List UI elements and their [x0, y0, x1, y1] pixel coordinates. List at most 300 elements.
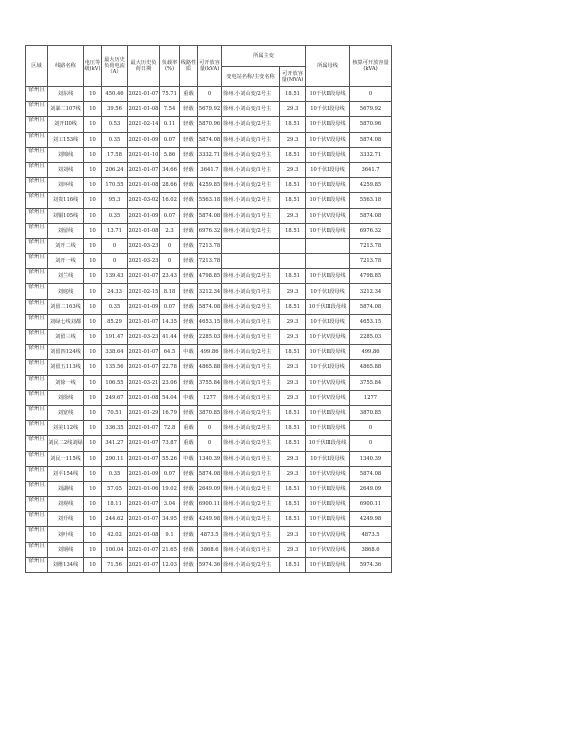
cell-load-rate: 0.07 [160, 466, 180, 481]
cell-substation-capacity: 29.3 [280, 102, 306, 117]
table-row [26, 330, 392, 345]
cell-voltage: 10 [84, 497, 102, 512]
cell-line-nature: 中载 [180, 451, 198, 466]
cell-max-date: 2021-01-09 [128, 466, 160, 481]
cell-verified-capacity: 5974.36 [350, 557, 392, 572]
cell-line-nature: 轻载 [180, 269, 198, 284]
cell-max-current: 95.3 [102, 193, 128, 208]
cell-line-nature: 轻载 [180, 102, 198, 117]
cell-load-rate: 55.26 [160, 451, 180, 466]
cell-max-current: 135.56 [102, 360, 128, 375]
cell-line-nature: 轻载 [180, 330, 198, 345]
cell-max-current: 249.67 [102, 390, 128, 405]
cell-load-rate: 41.44 [160, 330, 180, 345]
cell-line-nature: 轻载 [180, 542, 198, 557]
cell-substation-capacity: 29.3 [280, 466, 306, 481]
cell-substation-capacity: 18.51 [280, 421, 306, 436]
cell-max-current: 17.58 [102, 147, 128, 162]
cell-verified-capacity: 4653.15 [350, 314, 392, 329]
cell-max-current: 106.55 [102, 375, 128, 390]
cell-open-capacity: 1340.39 [198, 451, 222, 466]
cell-substation-capacity: 18.51 [280, 147, 306, 162]
cell-load-rate: 16.79 [160, 405, 180, 420]
cell-line-nature: 轻载 [180, 254, 198, 269]
cell-bus: 10千伏Ⅰ段母线 [306, 451, 350, 466]
cell-max-date: 2021-01-08 [128, 102, 160, 117]
cell-voltage: 10 [84, 87, 102, 102]
cell-verified-capacity: 1277 [350, 390, 392, 405]
cell-substation-name: 徐州.小刘山变/1号主 [222, 208, 280, 223]
cell-voltage: 10 [84, 451, 102, 466]
cell-substation-capacity: 29.3 [280, 360, 306, 375]
cell-substation-name [222, 238, 280, 253]
cell-verified-capacity: 5874.08 [350, 132, 392, 147]
cell-substation-name: 徐州.小刘山变/2号主 [222, 405, 280, 420]
cell-voltage: 10 [84, 542, 102, 557]
cell-verified-capacity: 5563.18 [350, 193, 392, 208]
cell-max-date: 2021-03-02 [128, 193, 160, 208]
cell-max-current: 450.46 [102, 87, 128, 102]
cell-line-nature: 中载 [180, 390, 198, 405]
cell-max-current: 85.29 [102, 314, 128, 329]
cell-substation-capacity: 18.51 [280, 178, 306, 193]
cell-load-rate: 9.1 [160, 527, 180, 542]
cell-line-name: 刘徐一线 [48, 375, 84, 390]
cell-bus: 10千伏Ⅴ段母线 [306, 375, 350, 390]
cell-region: 徐州且 [26, 178, 48, 193]
cell-max-date: 2021-01-07 [128, 360, 160, 375]
cell-bus [306, 254, 350, 269]
cell-substation-name: 徐州.小刘山变/2号主 [222, 436, 280, 451]
cell-open-capacity: 5870.96 [198, 117, 222, 132]
cell-verified-capacity: 0 [350, 87, 392, 102]
cell-max-date: 2021-02-15 [128, 284, 160, 299]
cell-verified-capacity: 0 [350, 421, 392, 436]
cell-line-name: 刘留三线 [48, 330, 84, 345]
cell-load-rate: 12.03 [160, 557, 180, 572]
cell-open-capacity: 3641.7 [198, 162, 222, 177]
cell-bus: 10千伏Ⅴ段母线 [306, 527, 350, 542]
cell-region: 徐州且 [26, 330, 48, 345]
cell-max-current: 336.35 [102, 421, 128, 436]
cell-load-rate: 0 [160, 238, 180, 253]
cell-max-current: 39.56 [102, 102, 128, 117]
cell-voltage: 10 [84, 208, 102, 223]
cell-substation-name: 徐州.小刘山变/1号主 [222, 451, 280, 466]
cell-region: 徐州且 [26, 269, 48, 284]
cell-line-name: 刘留二163线 [48, 299, 84, 314]
cell-verified-capacity: 7213.78 [350, 238, 392, 253]
cell-line-name: 刘维134线 [48, 557, 84, 572]
cell-bus: 10千伏Ⅴ段母线 [306, 466, 350, 481]
table-row [26, 162, 392, 177]
cell-substation-name: 徐州.小刘山变/1号主 [222, 375, 280, 390]
table-row [26, 542, 392, 557]
cell-max-date: 2021-01-07 [128, 497, 160, 512]
cell-region: 徐州且 [26, 360, 48, 375]
cell-region: 徐州且 [26, 102, 48, 117]
cell-max-current: 0.53 [102, 117, 128, 132]
cell-max-current: 341.27 [102, 436, 128, 451]
cell-substation-name: 徐州.小刘山变/2号主 [222, 269, 280, 284]
cell-verified-capacity: 5874.08 [350, 208, 392, 223]
cell-substation-name: 徐州.小刘山变/2号主 [222, 193, 280, 208]
cell-substation-name: 徐州.小刘山变/2号主 [222, 147, 280, 162]
cell-bus: 10千伏Ⅴ段母线 [306, 542, 350, 557]
cell-substation-capacity: 18.51 [280, 436, 306, 451]
cell-load-rate: 23.06 [160, 375, 180, 390]
table-row [26, 527, 392, 542]
cell-load-rate: 16.02 [160, 193, 180, 208]
cell-region: 徐州且 [26, 527, 48, 542]
cell-open-capacity: 0 [198, 421, 222, 436]
cell-verified-capacity: 3332.71 [350, 147, 392, 162]
cell-verified-capacity: 5874.08 [350, 466, 392, 481]
cell-voltage: 10 [84, 405, 102, 420]
cell-line-name: 刘民一115线 [48, 451, 84, 466]
cell-open-capacity: 5679.92 [198, 102, 222, 117]
table-row [26, 451, 392, 466]
cell-line-nature: 轻载 [180, 117, 198, 132]
cell-voltage: 10 [84, 314, 102, 329]
cell-region: 徐州且 [26, 375, 48, 390]
cell-region: 徐州且 [26, 421, 48, 436]
cell-voltage: 10 [84, 284, 102, 299]
cell-max-current: 71.56 [102, 557, 128, 572]
cell-verified-capacity: 0 [350, 436, 392, 451]
cell-max-current: 0.35 [102, 132, 128, 147]
cell-substation-name: 徐州.小刘山变/1号主 [222, 284, 280, 299]
cell-max-date: 2021-01-07 [128, 557, 160, 572]
cell-open-capacity: 499.86 [198, 345, 222, 360]
cell-bus: 10千伏Ⅱ段母线 [306, 223, 350, 238]
cell-line-name: 刘叶线 [48, 527, 84, 542]
cell-substation-name: 徐州.小刘山变/2号主 [222, 557, 280, 572]
cell-voltage: 10 [84, 512, 102, 527]
cell-load-rate: 7.54 [160, 102, 180, 117]
cell-verified-capacity: 2649.09 [350, 481, 392, 496]
cell-substation-capacity: 29.3 [280, 542, 306, 557]
cell-substation-capacity: 18.51 [280, 117, 306, 132]
table-row [26, 208, 392, 223]
cell-verified-capacity: 3870.85 [350, 405, 392, 420]
cell-bus: 10千伏Ⅱ段母线 [306, 421, 350, 436]
cell-substation-name: 徐州.小刘山变/1号主 [222, 542, 280, 557]
cell-substation-capacity: 18.51 [280, 512, 306, 527]
cell-open-capacity: 4865.88 [198, 360, 222, 375]
cell-voltage: 10 [84, 330, 102, 345]
cell-line-nature: 轻载 [180, 512, 198, 527]
cell-max-current: 24.33 [102, 284, 128, 299]
cell-substation-name: 徐州.小刘山变/2号主 [222, 223, 280, 238]
cell-max-date: 2021-02-14 [128, 117, 160, 132]
cell-verified-capacity: 4249.98 [350, 512, 392, 527]
cell-line-nature: 轻载 [180, 178, 198, 193]
cell-voltage: 10 [84, 102, 102, 117]
cell-line-nature: 轻载 [180, 208, 198, 223]
cell-substation-capacity: 29.3 [280, 527, 306, 542]
cell-open-capacity: 3212.34 [198, 284, 222, 299]
cell-bus: 10千伏Ⅴ段母线 [306, 132, 350, 147]
cell-load-rate: 2.3 [160, 223, 180, 238]
cell-region: 徐州且 [26, 481, 48, 496]
header-open-capacity: 可开放容量(kVA) [198, 46, 222, 87]
cell-open-capacity: 7213.78 [198, 254, 222, 269]
cell-voltage: 10 [84, 193, 102, 208]
cell-open-capacity: 5563.18 [198, 193, 222, 208]
cell-region: 徐州且 [26, 87, 48, 102]
cell-load-rate: 64.5 [160, 345, 180, 360]
cell-load-rate: 14.35 [160, 314, 180, 329]
cell-voltage: 10 [84, 421, 102, 436]
cell-line-name: 刘工153线 [48, 132, 84, 147]
cell-substation-name: 徐州.小刘山变/1号主 [222, 360, 280, 375]
table-row [26, 557, 392, 572]
table-row [26, 405, 392, 420]
cell-open-capacity: 5974.36 [198, 557, 222, 572]
cell-max-date: 2021-01-07 [128, 436, 160, 451]
cell-line-nature: 轻载 [180, 238, 198, 253]
cell-load-rate: 34.95 [160, 512, 180, 527]
cell-open-capacity: 5874.08 [198, 299, 222, 314]
cell-voltage: 10 [84, 162, 102, 177]
cell-voltage: 10 [84, 147, 102, 162]
cell-line-name: 刘留线 [48, 223, 84, 238]
cell-line-nature: 轻载 [180, 299, 198, 314]
cell-open-capacity: 4873.5 [198, 527, 222, 542]
cell-verified-capacity: 7213.78 [350, 254, 392, 269]
cell-line-name: 刘庭线 [48, 284, 84, 299]
table-row [26, 238, 392, 253]
cell-bus: 10千伏Ⅱ段母线 [306, 117, 350, 132]
cell-load-rate: 73.87 [160, 436, 180, 451]
cell-max-date: 2021-01-07 [128, 421, 160, 436]
cell-region: 徐州且 [26, 451, 48, 466]
cell-max-current: 0 [102, 238, 128, 253]
cell-line-nature: 轻载 [180, 193, 198, 208]
cell-substation-name: 徐州.小刘山变/2号主 [222, 117, 280, 132]
cell-max-date: 2021-01-06 [128, 481, 160, 496]
cell-region: 徐州且 [26, 254, 48, 269]
cell-max-date: 2021-03-23 [128, 254, 160, 269]
cell-voltage: 10 [84, 360, 102, 375]
cell-load-rate: 72.8 [160, 421, 180, 436]
cell-verified-capacity: 4865.88 [350, 360, 392, 375]
cell-region: 徐州且 [26, 314, 48, 329]
cell-open-capacity: 4798.85 [198, 269, 222, 284]
cell-bus: 10千伏Ⅱ段母线 [306, 178, 350, 193]
cell-max-date: 2021-01-10 [128, 147, 160, 162]
cell-line-nature: 重载 [180, 436, 198, 451]
cell-load-rate: 3.04 [160, 497, 180, 512]
cell-verified-capacity: 3868.6 [350, 542, 392, 557]
cell-substation-capacity [280, 238, 306, 253]
cell-max-current: 191.47 [102, 330, 128, 345]
table-row [26, 360, 392, 375]
cell-max-date: 2021-01-07 [128, 542, 160, 557]
capacity-table [25, 45, 392, 573]
cell-substation-capacity: 18.51 [280, 481, 306, 496]
cell-line-name: 刘暴二107线 [48, 102, 84, 117]
cell-substation-name: 徐州.小刘山变/2号主 [222, 87, 280, 102]
cell-line-nature: 轻载 [180, 314, 198, 329]
cell-substation-capacity: 29.3 [280, 314, 306, 329]
cell-load-rate: 34.66 [160, 162, 180, 177]
cell-open-capacity: 6900.11 [198, 497, 222, 512]
cell-substation-name: 徐州.小刘山变/2号主 [222, 497, 280, 512]
cell-substation-name: 徐州.小刘山变/1号主 [222, 162, 280, 177]
table-row [26, 497, 392, 512]
table-row [26, 284, 392, 299]
header-region: 区域 [26, 46, 48, 87]
cell-max-current: 57.05 [102, 481, 128, 496]
cell-max-current: 0.35 [102, 466, 128, 481]
cell-line-nature: 轻载 [180, 466, 198, 481]
cell-open-capacity: 3868.6 [198, 542, 222, 557]
cell-max-date: 2021-01-07 [128, 451, 160, 466]
cell-line-nature: 轻载 [180, 497, 198, 512]
cell-verified-capacity: 6976.32 [350, 223, 392, 238]
cell-max-date: 2021-01-07 [128, 345, 160, 360]
cell-line-name: 刘东线 [48, 87, 84, 102]
cell-region: 徐州且 [26, 193, 48, 208]
cell-substation-name: 徐州.小刘山变/2号主 [222, 178, 280, 193]
cell-line-nature: 轻载 [180, 162, 198, 177]
cell-load-rate: 0.07 [160, 299, 180, 314]
cell-open-capacity: 6976.32 [198, 223, 222, 238]
table-row [26, 466, 392, 481]
cell-bus: 10千伏Ⅱ段母线 [306, 193, 350, 208]
table-row [26, 223, 392, 238]
cell-line-name: 刘美112线 [48, 421, 84, 436]
cell-max-date: 2021-01-08 [128, 223, 160, 238]
cell-substation-capacity: 18.51 [280, 269, 306, 284]
cell-bus: 10千伏Ⅱ段母线 [306, 481, 350, 496]
cell-line-name: 刘观线 [48, 497, 84, 512]
cell-substation-capacity: 29.3 [280, 284, 306, 299]
table-row [26, 436, 392, 451]
cell-substation-name: 徐州.小刘山变/1号主 [222, 527, 280, 542]
cell-bus: 10千伏Ⅱ段母线 [306, 147, 350, 162]
cell-open-capacity: 5874.08 [198, 208, 222, 223]
cell-open-capacity: 4249.98 [198, 512, 222, 527]
cell-region: 徐州且 [26, 238, 48, 253]
cell-open-capacity: 3332.71 [198, 147, 222, 162]
cell-max-current: 0.35 [102, 208, 128, 223]
cell-substation-capacity: 18.51 [280, 87, 306, 102]
cell-max-current: 338.64 [102, 345, 128, 360]
cell-bus: 10千伏Ⅰ段母线 [306, 102, 350, 117]
cell-substation-capacity: 29.3 [280, 451, 306, 466]
cell-max-date: 2021-01-07 [128, 87, 160, 102]
cell-max-current: 206.24 [102, 162, 128, 177]
cell-max-date: 2021-03-23 [128, 330, 160, 345]
cell-substation-name: 徐州.小刘山变/1号主 [222, 102, 280, 117]
cell-bus: 10千伏Ⅰ段母线 [306, 162, 350, 177]
table-row [26, 481, 392, 496]
cell-bus: 10千伏Ⅱ段母线 [306, 512, 350, 527]
cell-substation-name: 徐州.小刘山变/1号主 [222, 132, 280, 147]
cell-load-rate: 0.07 [160, 132, 180, 147]
cell-open-capacity: 5874.08 [198, 132, 222, 147]
cell-max-date: 2021-01-09 [128, 299, 160, 314]
cell-substation-capacity: 18.51 [280, 193, 306, 208]
cell-max-current: 170.55 [102, 178, 128, 193]
header-voltage: 电压等级(kV) [84, 46, 102, 87]
cell-region: 徐州且 [26, 390, 48, 405]
cell-load-rate: 21.65 [160, 542, 180, 557]
cell-line-nature: 重载 [180, 421, 198, 436]
header-line-name: 线路名称 [48, 46, 84, 87]
cell-max-date: 2021-03-21 [128, 375, 160, 390]
header-bus: 所属母线 [306, 46, 350, 87]
cell-line-nature: 轻载 [180, 481, 198, 496]
cell-load-rate: 75.71 [160, 87, 180, 102]
table-row [26, 117, 392, 132]
cell-open-capacity: 0 [198, 436, 222, 451]
cell-line-nature: 轻载 [180, 360, 198, 375]
cell-max-date: 2021-01-07 [128, 162, 160, 177]
cell-load-rate: 54.04 [160, 390, 180, 405]
table-row [26, 147, 392, 162]
cell-substation-name: 徐州.小刘山变/1号主 [222, 330, 280, 345]
cell-region: 徐州且 [26, 512, 48, 527]
header-load-rate: 负载率(%) [160, 46, 180, 87]
cell-substation-name: 徐州.小刘山变/2号主 [222, 481, 280, 496]
cell-substation-capacity: 18.51 [280, 557, 306, 572]
cell-voltage: 10 [84, 132, 102, 147]
cell-open-capacity: 0 [198, 87, 222, 102]
cell-substation-capacity: 29.3 [280, 208, 306, 223]
cell-substation-name: 徐州.小刘山变/2号主 [222, 299, 280, 314]
cell-line-name: 刘湖线 [48, 481, 84, 496]
cell-max-current: 0 [102, 254, 128, 269]
cell-substation-capacity: 18.51 [280, 405, 306, 420]
cell-voltage: 10 [84, 238, 102, 253]
cell-voltage: 10 [84, 117, 102, 132]
cell-max-date: 2021-01-29 [128, 405, 160, 420]
cell-voltage: 10 [84, 178, 102, 193]
cell-verified-capacity: 6900.11 [350, 497, 392, 512]
cell-bus: 10千伏Ⅱ段母线 [306, 557, 350, 572]
cell-voltage: 10 [84, 527, 102, 542]
cell-line-name: 刘留五113线 [48, 360, 84, 375]
table-row [26, 178, 392, 193]
cell-max-date: 2021-01-08 [128, 390, 160, 405]
cell-substation-name: 徐州.小刘山变/2号主 [222, 421, 280, 436]
cell-region: 徐州且 [26, 436, 48, 451]
cell-substation-name: 徐州.小刘山变/1号主 [222, 314, 280, 329]
header-line-nature: 线路性质 [180, 46, 198, 87]
cell-max-date: 2021-01-08 [128, 527, 160, 542]
cell-line-name: 刘平154线 [48, 466, 84, 481]
cell-region: 徐州且 [26, 557, 48, 572]
table-row [26, 375, 392, 390]
cell-voltage: 10 [84, 299, 102, 314]
cell-line-name: 刘绿七线刘都 [48, 314, 84, 329]
cell-load-rate: 8.18 [160, 284, 180, 299]
cell-line-name: 刘开二线 [48, 238, 84, 253]
cell-max-current: 18.11 [102, 497, 128, 512]
cell-voltage: 10 [84, 481, 102, 496]
cell-bus: 10千伏Ⅴ段母线 [306, 330, 350, 345]
cell-line-nature: 轻载 [180, 147, 198, 162]
cell-verified-capacity: 5870.96 [350, 117, 392, 132]
cell-bus: 10千伏Ⅱ段母线 [306, 269, 350, 284]
cell-max-date: 2021-01-07 [128, 269, 160, 284]
cell-line-name: 刘锦线 [48, 147, 84, 162]
header-substation-name: 变电站名称/主变名称 [222, 67, 280, 87]
